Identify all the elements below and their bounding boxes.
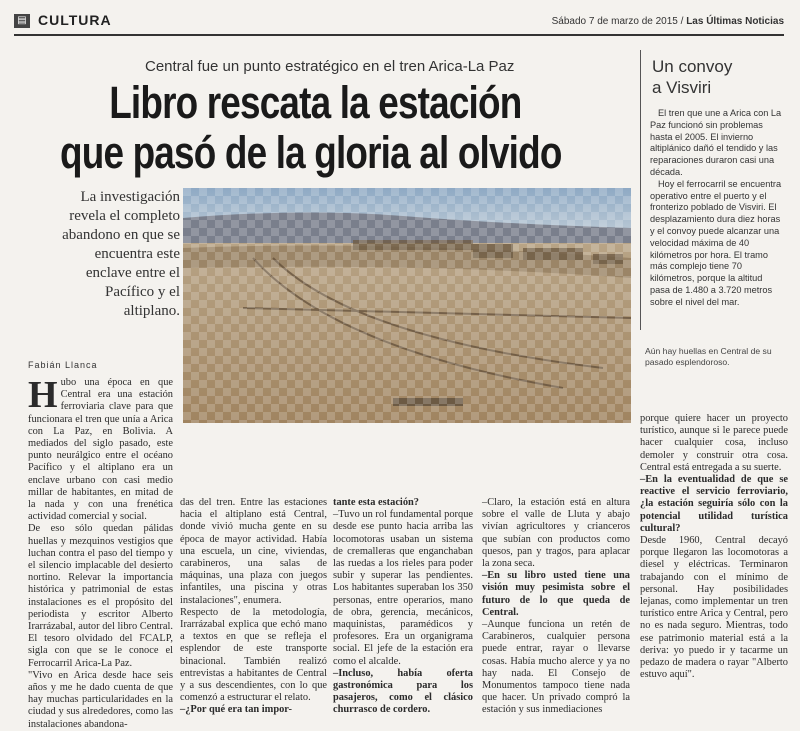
desert-station-image bbox=[183, 188, 631, 423]
paragraph: Hubo una época en que Central era una estación ferroviaria clave para que funcionara el tren que unía a Arica con La Paz, en Bolivia. A mediados del siglo pasado, este punto neurálgico entre el océano Pacífico y el altiplano era un enclave urbano con casi medio millar de habitantes, en mitad de la nada y con una frenética actividad comercial y social. bbox=[28, 374, 173, 523]
paragraph: El tren que une a Arica con La Paz funcionó sin problemas hasta el 2005. El invierno altiplánico dañó el tendido y las reparaciones duraron casi una década. bbox=[650, 108, 782, 177]
paragraph: "Vivo en Arica desde hace seis años y me he dado cuenta de que hay muchas particularidades en la ciudad y sus alrededores, como las instalaciones abandona- bbox=[28, 669, 173, 730]
column-4 bbox=[482, 497, 630, 717]
paper-name: Las Últimas Noticias bbox=[686, 16, 784, 27]
sidebar-body bbox=[650, 108, 782, 309]
interview-question: –¿Por qué era tan impor- bbox=[180, 704, 292, 716]
byline: Fabián Llanca bbox=[28, 360, 98, 370]
article-lead: La investigación revela el completo abandono en que se encuentra este enclave entre el Pacífico y el altiplano. bbox=[62, 189, 180, 319]
column-3 bbox=[333, 497, 473, 717]
sidebar-title: Un convoy a Visviri bbox=[652, 57, 733, 97]
paragraph: porque quiere hacer un proyecto turístico, aunque si le parece puede hacer cualquier cosa, incluso demoler y construir otra cosa. Central está entregada a su suerte. bbox=[640, 413, 788, 473]
section-icon: ▤ bbox=[14, 14, 30, 28]
interview-question: –En su libro usted tiene una visión muy pesimista sobre el futuro de lo que queda de Central. bbox=[482, 570, 630, 618]
article-kicker: Central fue un punto estratégico en el tren Arica-La Paz bbox=[145, 58, 515, 75]
paragraph: Respecto de la metodología, Irarrázabal explica que echó mano a textos en que se refleja el esplendor de este transporte binacional. También realizó entrevistas a habitantes de Central y a sus descendientes, con lo que comenzó a estructurar el relato. bbox=[180, 606, 327, 704]
column-5 bbox=[640, 413, 788, 681]
sidebar-divider bbox=[640, 50, 641, 330]
paragraph: Desde 1960, Central decayó porque llegaron las locomotoras a diesel y eléctricas. Terminaron trabajando con el mínimo de personal. Hay posibilidades lejanas, como implementar un tren turístico entre Arica y Central, pero no es nada seguro. Mientras, todo ese patrimonio material está a la deriva: yo puedo ir y tacarme un pedazo de madera o rayar "Alberto estuvo aquí". bbox=[640, 535, 788, 681]
photo-caption: Aún hay huellas en Central de su pasado esplendoroso. bbox=[645, 346, 772, 367]
interview-question: –Incluso, había oferta gastronómica para los pasajeros, como el clásico churrasco de cordero. bbox=[333, 667, 473, 716]
article-title bbox=[60, 77, 562, 178]
paragraph: –Aunque funciona un retén de Carabineros, cualquier persona puede entrar, rayar o llevarse cosas. Había mucho alerce y ya no hay nada. El Consejo de Monumentos tampoco tiene nada que hacer. Un privado compró la estación y sus inmediaciones bbox=[482, 619, 630, 716]
paragraph: Hoy el ferrocarril se encuentra operativo entre el puerto y el fronterizo poblado de Visviri. El desplazamiento dura diez horas y el convoy puede alcanzar una velocidad máxima de 40 kilómetros por hora. El tramo más complejo tiene 70 kilómetros, porque la altitud pasa de 1.480 a 3.720 metros sobre el nivel del mar. bbox=[650, 178, 782, 307]
paragraph: De eso sólo quedan pálidas huellas y mezquinos vestigios que luchan contra el paso del tiempo y el silencio implacable del desierto nortino. Relevar la importancia histórica y patrimonial de estas instalaciones es el propósito del periodista y escritor Alberto Irarrázabal, autor del libro Central. El tesoro olvidado del FCALP, sigla con que se le conoce el Ferrocarril Arica-La Paz. bbox=[28, 523, 173, 669]
paragraph: das del tren. Entre las estaciones hacia el altiplano está Central, donde vivió mucha gente en su época de mayor actividad. Había una escuela, un cine, viviendas, carabineros, una salas de máquinas, una plaza con juegos infantiles, una piscina y otras instalaciones", enumera. bbox=[180, 497, 327, 606]
section-name: CULTURA bbox=[38, 12, 112, 28]
title-line-1: Libro rescata la estación bbox=[109, 77, 522, 128]
title-line-2: que pasó de la gloria al olvido bbox=[60, 127, 562, 178]
column-2 bbox=[180, 497, 327, 717]
paragraph: –Claro, la estación está en altura sobre el valle de Lluta y abajo vivían agricultores y crianceros que subían con productos como quesos, pan y tragos, para aplacar la zona seca. bbox=[482, 497, 630, 570]
interview-question: tante esta estación? bbox=[333, 497, 419, 508]
issue-date: Sábado 7 de marzo de 2015 / Las Últimas Noticias bbox=[551, 16, 784, 27]
station-photo bbox=[183, 188, 631, 423]
section-header bbox=[14, 12, 784, 36]
paragraph: –Tuvo un rol fundamental porque desde ese punto hacia arriba las locomotoras usaban un sistema de cremalleras que enganchaban las ruedas a los rieles para poder subir y superar las pendientes. Los habitantes superaban los 350 personas, entre operarios, mano de obra, gerencia, mecánicos, maquinistas, paramédicos y profesores. Era un organigrama social. El jefe de la estación era como el alcalde. bbox=[333, 509, 473, 667]
interview-question: –En la eventualidad de que se reactive el servicio ferroviario, ¿la estación seguiría sólo con la potencial utilidad turística cultural? bbox=[640, 474, 788, 534]
drop-cap: H bbox=[28, 374, 58, 416]
column-1 bbox=[28, 374, 173, 731]
